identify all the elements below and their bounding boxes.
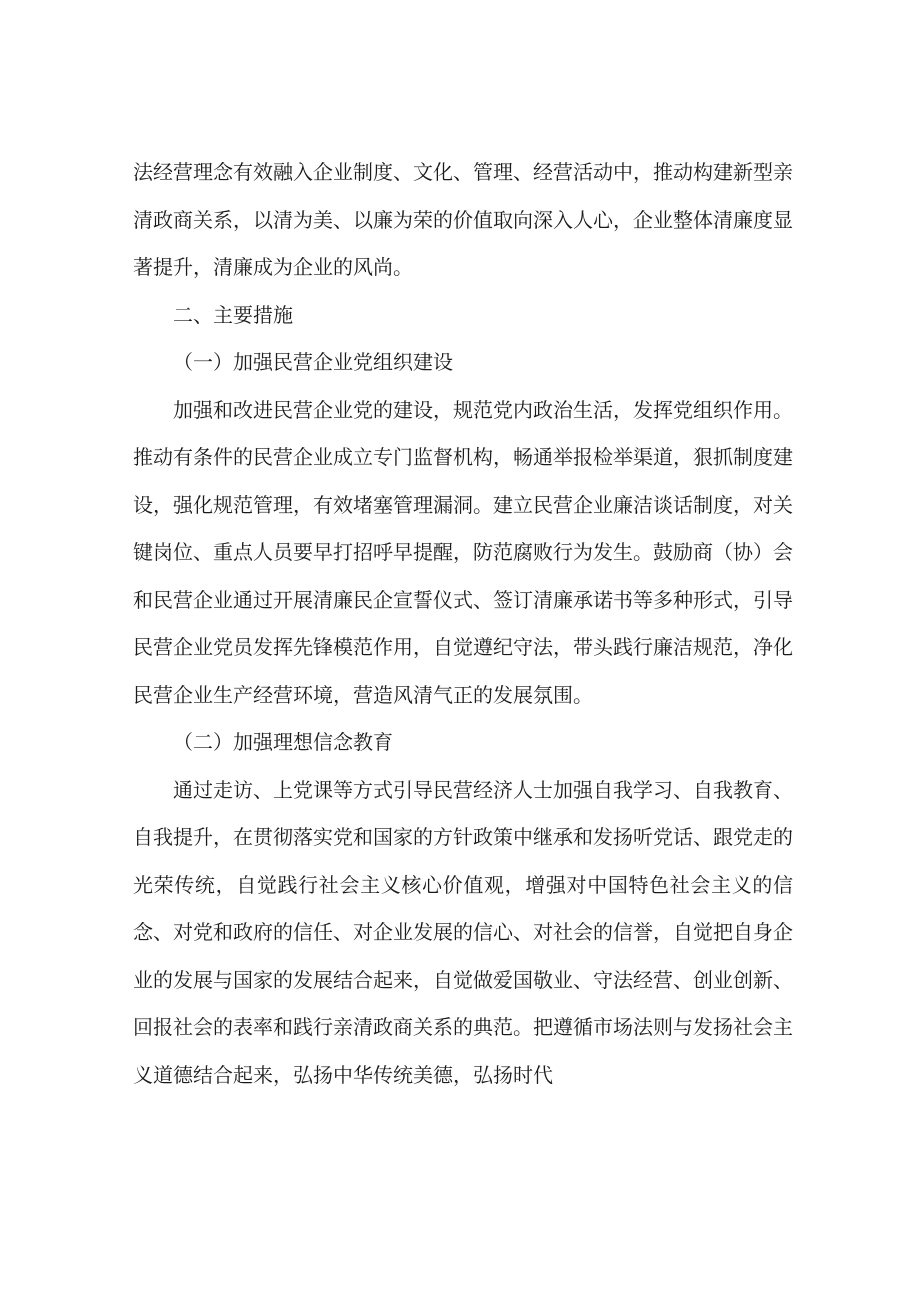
subsection-heading-party-organization: （一）加强民营企业党组织建设: [173, 350, 453, 374]
paragraph-ideals-education: 通过走访、上党课等方式引导民营经济人士加强自我学习、自我教育、自我提升，在贯彻落实党和国家的方针政策中继承和发扬听党话、跟党走的光荣传统，自觉践行社会主义核心价值观，增强对中国特色社会主义的信念、对党和政府的信任、对企业发展的信心、对社会的信誉，自觉把自身企业的发展与国家的发展结合起来，自觉做爱国敬业、守法经营、创业创新、回报社会的表率和践行亲清政商关系的典范。把遵循市场法则与发扬社会主义道德结合起来，弘扬中华传统美德，弘扬时代: [133, 777, 793, 1087]
document-body: [133, 149, 793, 1099]
paragraph-continued: 法经营理念有效融入企业制度、文化、管理、经营活动中，推动构建新型亲清政商关系，以清为美、以廉为荣的价值取向深入人心，企业整体清廉度显著提升，清廉成为企业的风尚。: [133, 160, 793, 279]
section-heading-main-measures: 二、主要措施: [173, 302, 293, 327]
subsection-heading-ideals-education: （二）加强理想信念教育: [173, 730, 393, 754]
paragraph-party-organization: 加强和改进民营企业党的建设，规范党内政治生活，发挥党组织作用。推动有条件的民营企业成立专门监督机构，畅通举报检举渠道，狠抓制度建设，强化规范管理，有效堵塞管理漏洞。建立民营企业廉洁谈话制度，对关键岗位、重点人员要早打招呼早提醒，防范腐败行为发生。鼓励商（协）会和民营企业通过开展清廉民企宣誓仪式、签订清廉承诺书等多种形式，引导民营企业党员发挥先锋模范作用，自觉遵纪守法，带头践行廉洁规范，净化民营企业生产经营环境，营造风清气正的发展氛围。: [133, 397, 793, 707]
